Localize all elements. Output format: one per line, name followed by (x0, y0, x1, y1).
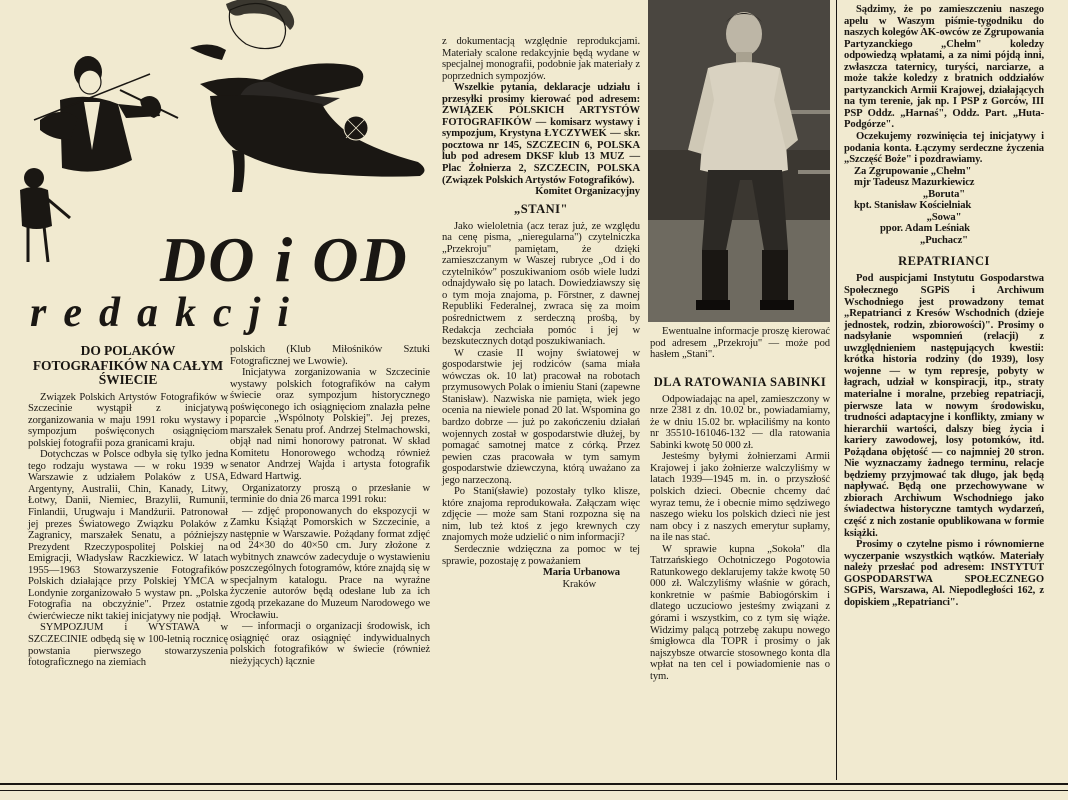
article-paragraph: SYMPOZJUM i WYSTAWA w SZCZECINIE odbędą się w 100-letnią rocznicę powstania pierwszego stowarzyszenia fotograficznego na ziemiach (28, 622, 228, 669)
article-paragraph: Związek Polskich Artystów Fotografików w Szczecinie wystąpił z inicjatywą zorganizowania w maju 1991 roku wystawy i sympozjum poświęconych osiągnięciom polskiej fotografii poza granicami kraju. (28, 391, 228, 449)
article-paragraph: Wszelkie pytania, deklaracje udziału i przesyłki prosimy kierować pod adresem: ZWIĄZEK POLSKICH ARTYSTÓW FOTOGRAFIKÓW — komisarz wystawy i sympozjum, Krystyna ŁYCZYWEK — skr. pocztowa nr 145, SZCZECIN 6, POLSKA lub pod adresem DKSF klub 13 MUZ — Plac Żołnierza 2, SZCZECIN, POLSKA (Związek Polskich Artystów Fotografików). (442, 82, 640, 186)
signature-line: „Puchacz" (920, 234, 968, 246)
section-title-do-i-od: DO i OD (160, 224, 409, 295)
column-3 (442, 36, 640, 590)
signature-komitet: Komitet Organizacyjny (535, 186, 640, 198)
article-paragraph: Sądzimy, że po zamieszczeniu naszego apelu w Waszym piśmie-tygodniku do naszych kolegów AK-owców ze Zgrupowania Partyzanckiego „Chełm" koledzy odpowiedzą wpłatami, a za nimi pójdą inni, zwłaszcza taternicy, turyści, narciarze, a może także koledzy z bratnich oddziałów partyzanckich Armii Krajowej, działających na tym terenie, jak np. I PSP z Gorców, III PSP Oddz. „Harnaś", Oddz. Part. „Huta-Podgórze". (844, 4, 1044, 131)
article-paragraph: Organizatorzy proszą o przesłanie w terminie do dnia 26 marca 1991 roku: (230, 482, 430, 506)
signature-line: Za Zgrupowanie „Chełm" (854, 165, 972, 177)
article-paragraph: W czasie II wojny światowej w gospodarstwie jej rodziców (sama miała wówczas ok. 10 lat) pracował na robotach przymusowych Polak o imieniu Stani (zapewne Stanisław). Nazwiska nie pamięta, wiek jego ocenia na niewiele ponad 20 lat. Wspomina go bardzo dobrze — już po zakończeniu działań wojennych został w gospodarstwie dłużej, by pomagać samotnej matce z córką. Przez pewien czas pracowała w tym samym gospodarstwie dziewczyna, którą uważano za jego narzeczoną. (442, 347, 640, 486)
article-paragraph: z dokumentacją względnie reprodukcjami. Materiały scalone redakcyjnie będą wydane w specjalnej monografii, podobnie jak materiały z poprzednich sympozjów. (442, 36, 640, 82)
article-paragraph: Dotychczas w Polsce odbyła się tylko jedna tego rodzaju wystawa — w roku 1939 w Warszawie z udziałem Polaków z USA, Argentyny, Australii, Chin, Kanady, Litwy, Łotwy, Danii, Niemiec, Brazylii, Rumunii, Finlandii, Urugwaju i Mandżurii. Patronował jej prezes Światowego Związku Polaków z Zagranicy, marszałek Senatu, a późniejszy Prezydent Rzeczypospolitej Polskiej na Emigracji, Władysław Raczkiewicz. W latach 1955—1963 Stowarzyszenie Fotografików Polskich działające przy Polskiej YMCA w Londynie zorganizowało 5 wystaw pn. „Polska Fotografia na obczyźnie". Przez ostatnie ćwierćwiecze nikt takiej inicjatywy nie podjął. (28, 449, 228, 622)
column-5 (844, 4, 1044, 608)
article-paragraph: Oczekujemy rozwinięcia tej inicjatywy i podania konta. Łączymy serdeczne życzenia „Szczęść Boże" i pozdrawiamy. (844, 131, 1044, 166)
small-boy-figure (20, 168, 70, 262)
article-paragraph: — zdjęć proponowanych do ekspozycji w Zamku Książąt Pomorskich w Szczecinie, a następnie w Warszawie. Pożądany format zdjęć od 24×30 do 40×50 cm. Jury złożone z wybitnych znawców zadecyduje o wystawieniu poszczególnych fotogramów, które znajdą się w specjalnym katalogu. Prace na wyraźne życzenie autorów będą odesłane lub za ich zgodą przekazane do Muzeum Narodowego we Wrocławiu. (230, 505, 430, 621)
headline-polacy: DO POLAKÓW FOTOGRAFIKÓW NA CAŁYM ŚWIECIE (32, 343, 224, 387)
article-paragraph: Jesteśmy byłymi żołnierzami Armii Krajowej i jako żołnierze walczyliśmy w latach 1939—1945 m. in. o przyszłość polskich dzieci. Obecnie chcemy dać wyraz temu, że i obecnie mimo sędziwego naszego wieku los polskich dzieci nie jest nam obcy i z naszych emerytur supłamy, na ile nas stać. (650, 451, 830, 544)
headline-stani: „STANI" (514, 201, 568, 216)
stani-photo (648, 0, 830, 322)
bottom-rule (0, 783, 1068, 785)
signature-line: mjr Tadeusz Mazurkiewicz (854, 177, 975, 189)
signature-line: ppor. Adam Leśniak (880, 223, 970, 235)
column-4 (650, 326, 830, 682)
article-paragraph: W sprawie kupna „Sokoła" dla Tatrzańskiego Ochotniczego Pogotowia Ratunkowego deklarujemy także kwotę 50 000 zł. Walczyliśmy właśnie w górach, konkretnie w paśmie Babiogórskim i dlatego uczuciowo jesteśmy związani z górami i wszystkim, co z tym się wiąże. Widzimy palącą potrzebę zakupu nowego śmigłowca dla TOPR i prosimy o jak najszybsze otwarcie stosownego konta dla wpłat na ten cel i powiadomienie nas o tym. (650, 543, 830, 682)
violinist-figure (34, 56, 178, 172)
section-title-redakcji: redakcji (30, 290, 306, 336)
photo-caption: Ewentualne informacje proszę kierować pod adresem „Przekroju" — może pod hasłem „Stani". (650, 326, 830, 361)
article-paragraph: Po Stani(sławie) pozostały tylko klisze, które znajoma reprodukowała. Załączam więc zdjęcie — może sam Stani rozpozna się na nim, lub też ktoś z jego krewnych czy znajomych może udzielić o nim informacji? (442, 486, 640, 544)
article-paragraph: Odpowiadając na apel, zamieszczony w nrze 2381 z dn. 10.02 br., powiadamiamy, że w dniu 15.02 br. wpłaciliśmy na konto nr 35510-161046-132 — dla ratowania Sabinki kwotę 50 000 zł. (650, 393, 830, 451)
column-divider (836, 0, 837, 780)
headline-repatrianci: REPATRIANCI (898, 254, 990, 269)
signature-urbanowa: Maria Urbanowa (542, 567, 620, 579)
bottom-rule-thin (0, 790, 1068, 791)
article-paragraph: Inicjatywa zorganizowania w Szczecinie wystawy polskich fotografików na całym świecie oraz sympozjum historycznego poświęconego ich osiągnięciom znalazła pełne poparcie „Wspólnoty Polskiej". Jej prezes, marszałek Senatu prof. Andrzej Stelmachowski, objął nad nimi honorowy patronat. W skład Komitetu Honorowego wchodzą również senator Andrzej Wajda i artysta fotografik Edward Hartwig. (230, 367, 430, 483)
article-paragraph: polskich (Klub Miłośników Sztuki Fotograficznej we Lwowie). (230, 344, 430, 367)
article-paragraph: Prosimy o czytelne pismo i równomierne wyczerpanie wszystkich wątków. Materiały należy przesłać pod adresem: INSTYTUT GOSPODARSTWA SPOŁECZNEGO SGPiS, Warszawa, Al. Niepodległości 162, z dopiskiem „Repatrianci". (844, 539, 1044, 608)
signature-place: Kraków (562, 578, 596, 590)
headline-sabinka: DLA RATOWANIA SABINKI (653, 374, 827, 389)
signature-line: „Boruta" (922, 188, 966, 200)
signature-line: kpt. Stanisław Kościelniak (854, 200, 972, 212)
photo-man-in-uniform (648, 0, 830, 322)
article-paragraph: Jako wieloletnia (acz teraz już, ze względu na cenę pisma, „nieregularna") czytelniczka „Przekroju" pamiętam, że dzięki zamieszczanym w Waszej rubryce „Od i do czytelników" poszukiwaniom osób wiele ludzi odnajdywało się po latach. Dowiedziawszy się o tym moja znajoma, p. Förstner, z dawnej Republiki Federalnej, zwraca się za moim pośrednictwem z serdeczną prośbą, by Redakcja zechciała pomóc i jej w bezskutecznych dotąd poszukiwaniach. (442, 220, 640, 348)
article-paragraph: — informacji o organizacji środowisk, ich osiągnięć oraz osiągnięć indywidualnych polskich fotografików w świecie (również nieżyjących) łącznie (230, 621, 430, 667)
signature-line: „Sowa" (926, 211, 962, 223)
article-paragraph: Pod auspicjami Instytutu Gospodarstwa Społecznego SGPiS i Archiwum Wschodniego jest prowadzony temat „Repatrianci z Kresów Wschodnich (dzieje jednostek, rodzin, zbiorowości)". Prosimy o nadsyłanie wspomnień (relacji) z uwzględnieniem następujących kwestii: krótka historia rodziny (do 1939), losy wojenne — w tym represje, pobyty w łagrach, udział w konspiracji, itp., straty materialne i moralne, przebieg repatriacji, pierwsze lata w nowym środowisku, trudności adaptacyjne i konflikty, zmiany w hierarchii wartości, dalszy bieg życia i kariery zawodowej, losy potomków, itd. Pożądana objętość — co najmniej 20 stron. Nie wyznaczamy żadnego terminu, relacje będziemy przyjmować tak długo, jak będą napływać. Będą one przechowywane w zbiorach Archiwum Wschodniego jako świadectwa historyczne tamtych wydarzeń, część z nich zostanie opublikowana w formie książki. (844, 273, 1044, 539)
column-2 (230, 344, 430, 667)
article-paragraph: Serdecznie wdzięczna za pomoc w tej sprawie, pozostaję z poważaniem (442, 543, 640, 567)
column-1 (28, 344, 228, 669)
lady-figure (190, 0, 425, 192)
